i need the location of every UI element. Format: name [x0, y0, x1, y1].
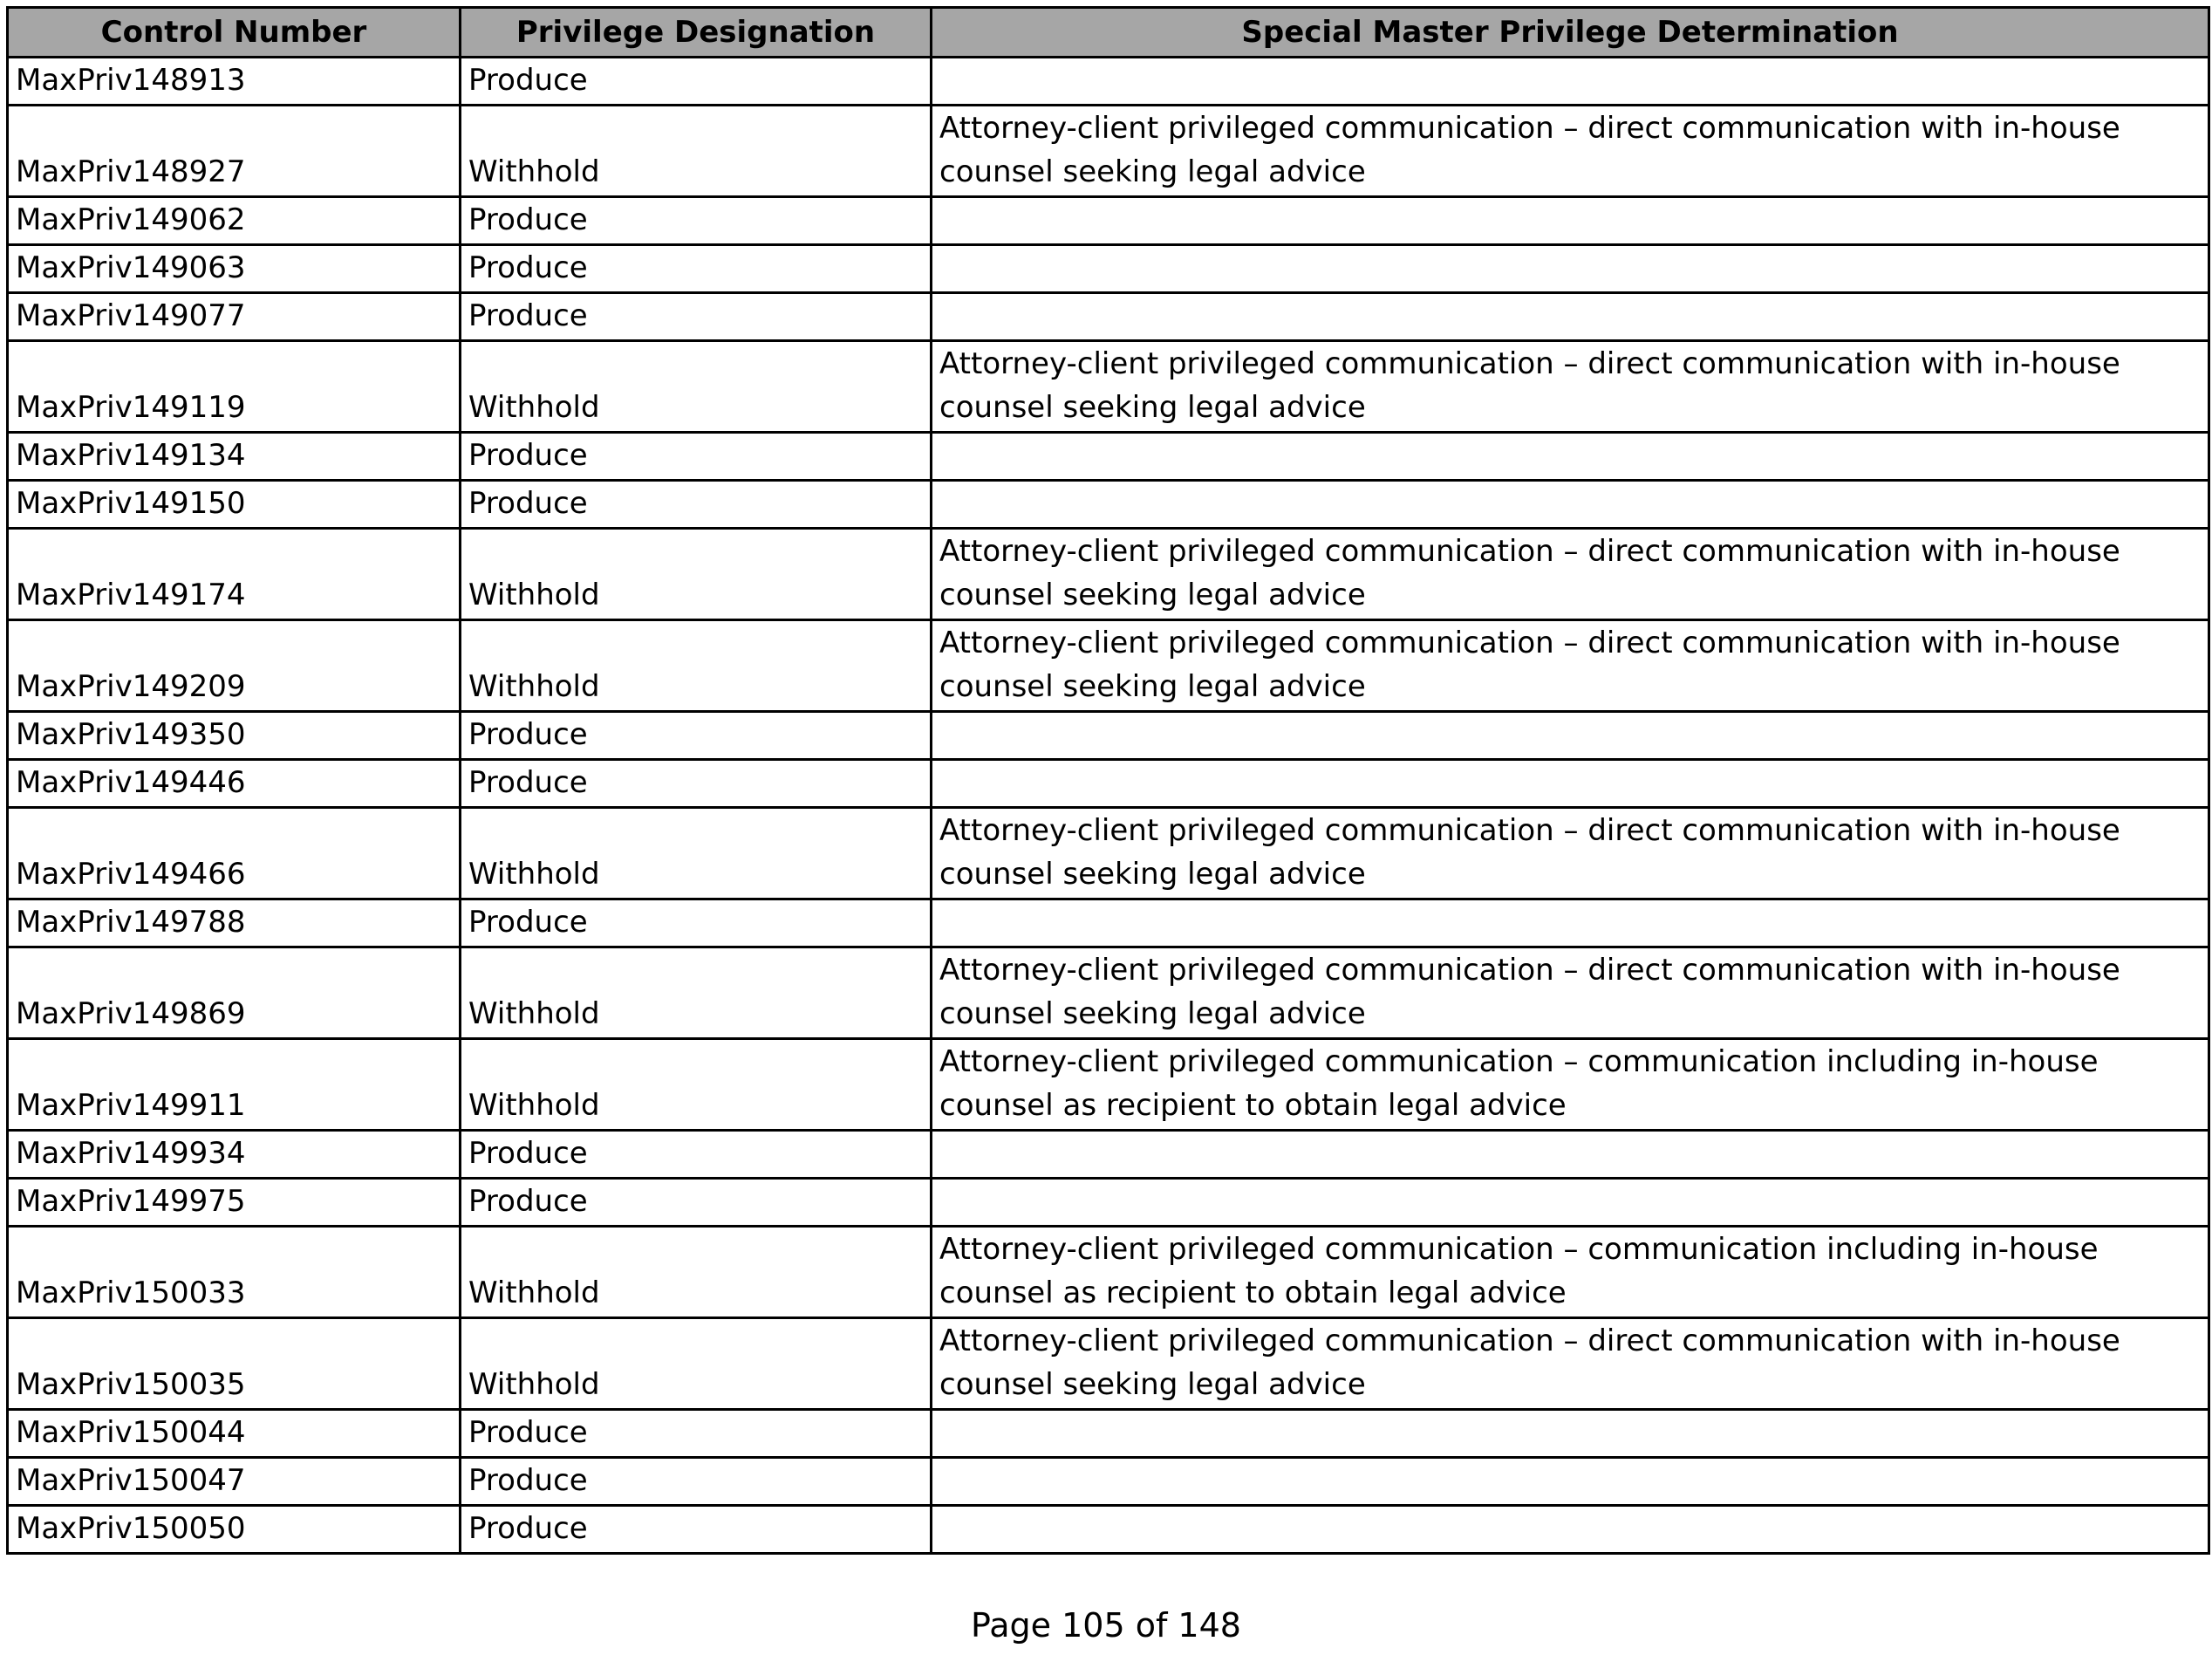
table-row [8, 293, 2209, 341]
privilege-designation-cell: Produce [461, 1506, 932, 1554]
table-row [8, 341, 2209, 433]
privilege-designation-cell: Produce [461, 1458, 932, 1506]
control-number-cell: MaxPriv149134 [8, 433, 461, 481]
table-row [8, 1318, 2209, 1410]
determination-cell: Attorney-client privileged communication – direct communication with in-house counsel seeking legal advice [932, 947, 2209, 1039]
control-number-cell: MaxPriv148913 [8, 58, 461, 106]
control-number-cell: MaxPriv149209 [8, 620, 461, 712]
table-row [8, 712, 2209, 760]
determination-cell [932, 433, 2209, 481]
table-row [8, 760, 2209, 808]
table-row [8, 620, 2209, 712]
determination-cell [932, 712, 2209, 760]
table-row [8, 245, 2209, 293]
table-row [8, 58, 2209, 106]
control-number-cell: MaxPriv149466 [8, 808, 461, 899]
control-number-cell: MaxPriv150044 [8, 1410, 461, 1458]
table-row [8, 808, 2209, 899]
privilege-designation-cell: Produce [461, 58, 932, 106]
table-row [8, 481, 2209, 529]
determination-cell [932, 1179, 2209, 1227]
header-determination: Special Master Privilege Determination [932, 8, 2209, 58]
privilege-designation-cell: Withhold [461, 1318, 932, 1410]
privilege-designation-cell: Produce [461, 197, 932, 245]
privilege-designation-cell: Withhold [461, 1227, 932, 1318]
control-number-cell: MaxPriv150035 [8, 1318, 461, 1410]
control-number-cell: MaxPriv149975 [8, 1179, 461, 1227]
determination-cell: Attorney-client privileged communication – communication including in-house counsel as recipient to obtain legal advice [932, 1227, 2209, 1318]
privilege-designation-cell: Produce [461, 293, 932, 341]
determination-cell [932, 899, 2209, 947]
table-row [8, 1179, 2209, 1227]
determination-cell: Attorney-client privileged communication – direct communication with in-house counsel seeking legal advice [932, 106, 2209, 197]
privilege-designation-cell: Withhold [461, 106, 932, 197]
header-control-number: Control Number [8, 8, 461, 58]
privilege-designation-cell: Produce [461, 712, 932, 760]
control-number-cell: MaxPriv149174 [8, 529, 461, 620]
determination-cell [932, 245, 2209, 293]
privilege-designation-cell: Withhold [461, 529, 932, 620]
table-row [8, 529, 2209, 620]
control-number-cell: MaxPriv148927 [8, 106, 461, 197]
determination-cell [932, 1131, 2209, 1179]
control-number-cell: MaxPriv150050 [8, 1506, 461, 1554]
privilege-designation-cell: Produce [461, 1131, 932, 1179]
control-number-cell: MaxPriv149446 [8, 760, 461, 808]
table-row [8, 1458, 2209, 1506]
determination-cell: Attorney-client privileged communication – direct communication with in-house counsel seeking legal advice [932, 620, 2209, 712]
determination-cell: Attorney-client privileged communication – direct communication with in-house counsel seeking legal advice [932, 341, 2209, 433]
privilege-designation-cell: Withhold [461, 620, 932, 712]
header-privilege-designation: Privilege Designation [461, 8, 932, 58]
privilege-designation-cell: Produce [461, 760, 932, 808]
privilege-designation-cell: Withhold [461, 808, 932, 899]
privilege-designation-cell: Produce [461, 1179, 932, 1227]
determination-cell [932, 197, 2209, 245]
table-row [8, 899, 2209, 947]
determination-cell [932, 58, 2209, 106]
control-number-cell: MaxPriv149119 [8, 341, 461, 433]
control-number-cell: MaxPriv149150 [8, 481, 461, 529]
privilege-log-table [6, 6, 2210, 1555]
table-row [8, 1039, 2209, 1131]
control-number-cell: MaxPriv149869 [8, 947, 461, 1039]
control-number-cell: MaxPriv149911 [8, 1039, 461, 1131]
control-number-cell: MaxPriv149350 [8, 712, 461, 760]
determination-cell [932, 293, 2209, 341]
table-row [8, 197, 2209, 245]
control-number-cell: MaxPriv149063 [8, 245, 461, 293]
table-body [8, 58, 2209, 1554]
privilege-designation-cell: Produce [461, 245, 932, 293]
table-row [8, 947, 2209, 1039]
privilege-designation-cell: Produce [461, 481, 932, 529]
privilege-designation-cell: Produce [461, 1410, 932, 1458]
table-row [8, 1410, 2209, 1458]
determination-cell: Attorney-client privileged communication – direct communication with in-house counsel seeking legal advice [932, 1318, 2209, 1410]
determination-cell: Attorney-client privileged communication – direct communication with in-house counsel seeking legal advice [932, 808, 2209, 899]
table-row [8, 106, 2209, 197]
determination-cell [932, 1410, 2209, 1458]
page-number: Page 105 of 148 [971, 1606, 1241, 1645]
control-number-cell: MaxPriv149062 [8, 197, 461, 245]
determination-cell [932, 1458, 2209, 1506]
privilege-designation-cell: Produce [461, 899, 932, 947]
control-number-cell: MaxPriv150047 [8, 1458, 461, 1506]
control-number-cell: MaxPriv150033 [8, 1227, 461, 1318]
table-row [8, 1506, 2209, 1554]
determination-cell [932, 1506, 2209, 1554]
control-number-cell: MaxPriv149934 [8, 1131, 461, 1179]
privilege-designation-cell: Withhold [461, 341, 932, 433]
table-row [8, 433, 2209, 481]
determination-cell: Attorney-client privileged communication – direct communication with in-house counsel seeking legal advice [932, 529, 2209, 620]
determination-cell [932, 481, 2209, 529]
table-row [8, 1227, 2209, 1318]
header-row [8, 8, 2209, 58]
privilege-designation-cell: Withhold [461, 1039, 932, 1131]
privilege-designation-cell: Withhold [461, 947, 932, 1039]
determination-cell: Attorney-client privileged communication – communication including in-house counsel as recipient to obtain legal advice [932, 1039, 2209, 1131]
determination-cell [932, 760, 2209, 808]
control-number-cell: MaxPriv149788 [8, 899, 461, 947]
privilege-designation-cell: Produce [461, 433, 932, 481]
table-row [8, 1131, 2209, 1179]
control-number-cell: MaxPriv149077 [8, 293, 461, 341]
